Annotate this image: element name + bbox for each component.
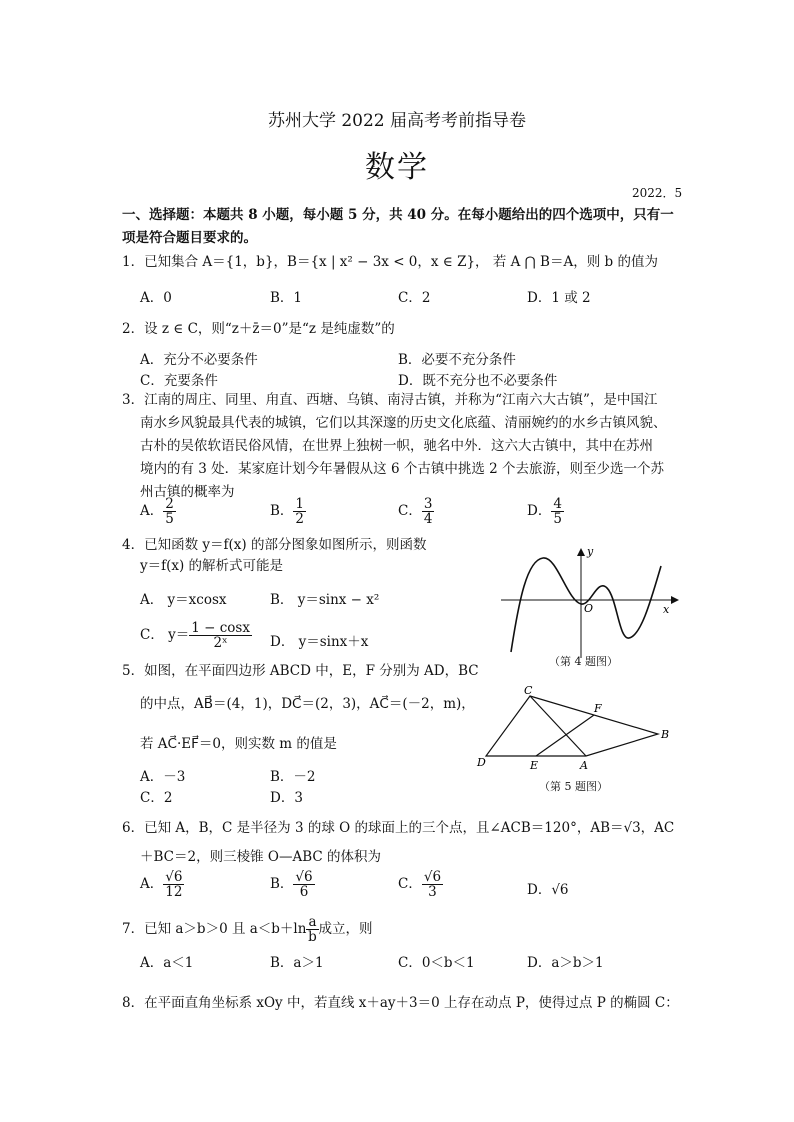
q5-line-2: 的中点，AB⃗＝(4，1)，DC⃗＝(2，3)，AC⃗＝(－2，m)， [140, 696, 475, 712]
q2-option-c: C．充要条件 [140, 373, 218, 389]
q2-option-d: D．既不充分也不必要条件 [398, 373, 558, 389]
x-axis-label: x [663, 603, 670, 616]
q5-option-b: B．－2 [270, 769, 316, 785]
q2-option-a: A．充分不必要条件 [140, 352, 258, 368]
q3-option-a: A． $\frac{2}{5}$ [140, 496, 174, 527]
q3-line-4: 境内的有 3 处．某家庭计划今年暑假从这 6 个古镇中挑选 2 个去旅游，则至少选一个苏 [140, 461, 665, 477]
q3-line-3: 古朴的吴侬软语民俗风情，在世界上独树一帜，驰名中外．这六大古镇中，其中在苏州 [140, 438, 653, 454]
q5-line-1: 5．如图，在平面四边形 ABCD 中，E，F 分别为 AD，BC [122, 663, 479, 679]
q4-function-graph [495, 540, 685, 670]
x-axis-arrow [671, 596, 679, 604]
q8-stem: 8．在平面直角坐标系 xOy 中，若直线 x＋ay＋3＝0 上存在动点 P，使得过点 P 的椭圆 C： [122, 995, 679, 1011]
label-e: E [530, 759, 539, 772]
label-d: D [477, 756, 486, 769]
q1-stem: 1．已知集合 A＝{1，b}，B＝{x | x² − 3x < 0，x ∈ Z}， 若 A ⋂ B＝A，则 b 的值为 [122, 254, 658, 270]
q6-option-c: C． $\frac{√6}{3}$ [398, 869, 442, 900]
q7-stem: 7．已知 a＞b＞0 且 a＜b＋ln $\frac{a}{b}$ 成立，则 [122, 914, 373, 945]
q7-option-d: D．a＞b＞1 [527, 955, 604, 971]
q3-line-5: 州古镇的概率为 [140, 484, 235, 500]
subject-title: 数学 [365, 150, 429, 185]
q3-option-c: C． $\frac{3}{4}$ [398, 496, 433, 527]
q4-option-c: C． y＝ $\frac{1 - \cos x}{\text{2ˣ}}$ [140, 620, 250, 651]
q5-figure-caption: （第 5 题图） [539, 780, 608, 793]
q3-option-b: B． $\frac{1}{2}$ [270, 496, 305, 527]
q1-option-a: A．0 [140, 290, 172, 306]
q1-option-c: C．2 [398, 290, 431, 306]
q1-option-b: B．1 [270, 290, 303, 306]
section-heading: 一、选择题：本题共 8 小题，每小题 5 分，共 40 分。在每小题给出的四个选项中，只有一项是符合题目要求的。 [122, 207, 674, 246]
label-a: A [580, 759, 588, 772]
origin-label: O [584, 602, 594, 615]
y-axis-label: y [587, 545, 594, 558]
q4-option-d: D． y＝sinx＋x [270, 634, 369, 650]
q5-option-d: D．3 [270, 790, 303, 806]
q7-option-b: B．a＞1 [270, 955, 324, 971]
q6-option-b: B． $\frac{√6}{6}$ [270, 869, 313, 900]
q4-figure-caption: （第 4 题图） [549, 655, 618, 668]
segment-ef [536, 715, 594, 756]
q1-option-d: D．1 或 2 [527, 290, 591, 306]
q5-option-c: C．2 [140, 790, 173, 806]
q4-line-1: 4．已知函数 y＝f(x) 的部分图象如图所示，则函数 [122, 537, 427, 553]
q7-option-c: C．0＜b＜1 [398, 955, 475, 971]
label-c: C [524, 684, 533, 697]
q6-option-a: A． $\frac{√6}{12}$ [140, 869, 183, 900]
q3-option-d: D． $\frac{4}{5}$ [527, 496, 562, 527]
q2-option-b: B．必要不充分条件 [398, 352, 516, 368]
exam-date: 2022．5 [632, 186, 683, 200]
y-axis-arrow [577, 548, 585, 556]
q5-option-a: A．－3 [140, 769, 186, 785]
q5-line-3: 若 AC⃗·EF⃗＝0，则实数 m 的值是 [140, 736, 337, 752]
label-b: B [661, 728, 670, 741]
q2-stem: 2．设 z ∈ C，则“z＋z̄＝0”是“z 是纯虚数”的 [122, 321, 395, 337]
q3-line-1: 3．江南的周庄、同里、甪直、西塘、乌镇、南浔古镇，并称为“江南六大古镇”，是中国江 [122, 392, 658, 408]
exam-title: 苏州大学 2022 届高考考前指导卷 [267, 111, 527, 131]
quadrilateral-abcd [486, 696, 658, 756]
q4-option-b: B． y＝sinx − x² [270, 592, 380, 608]
q7-option-a: A．a＜1 [140, 955, 194, 971]
q3-line-2: 南水乡风貌最具代表的城镇，它们以其深邃的历史文化底蕴、清丽婉约的水乡古镇风貌、 [140, 415, 667, 431]
q5-quadrilateral-figure [474, 684, 684, 776]
label-f: F [594, 702, 602, 715]
q6-line-2: ＋BC＝2，则三棱锥 O—ABC 的体积为 [140, 849, 381, 865]
q6-option-d: D．√6 [527, 882, 569, 898]
q4-option-a: A． y＝xcosx [140, 592, 227, 608]
q4-line-2: y＝f(x) 的解析式可能是 [140, 558, 284, 574]
q6-line-1: 6．已知 A，B，C 是半径为 3 的球 O 的球面上的三个点，且∠ACB＝120°，AB＝√3，AC [122, 820, 675, 836]
